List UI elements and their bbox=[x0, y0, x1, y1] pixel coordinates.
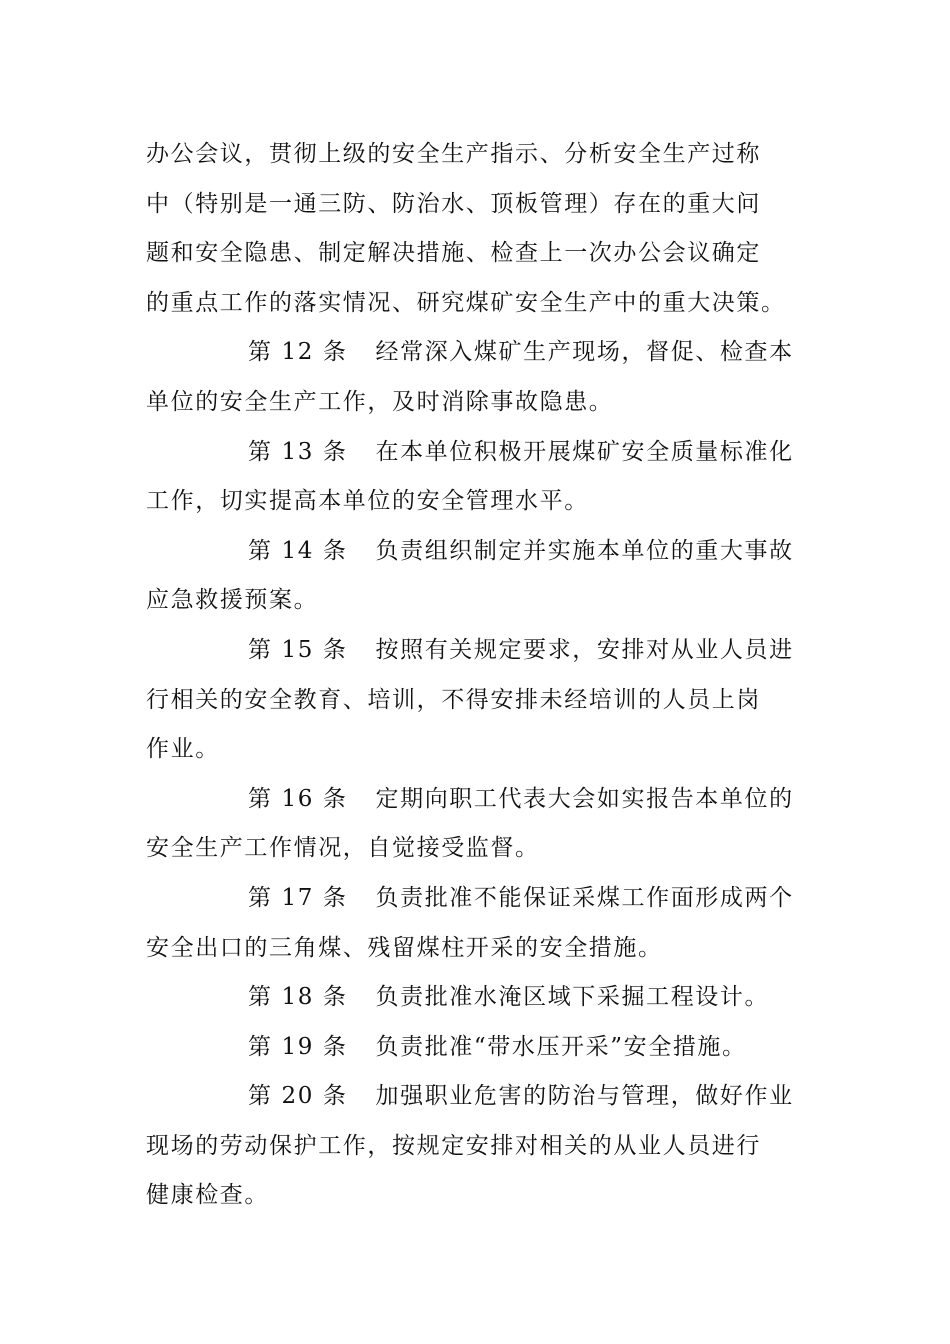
document-page bbox=[146, 130, 806, 1221]
text-line: 健康检查。 bbox=[146, 1182, 269, 1209]
article-18 bbox=[146, 973, 806, 1023]
article-text: 负责批准水淹区域下采掘工程设计。 bbox=[375, 984, 770, 1011]
article-12 bbox=[146, 328, 806, 427]
text-line: 现场的劳动保护工作，按规定安排对相关的从业人员进行 bbox=[146, 1132, 761, 1159]
text-line: 作业。 bbox=[146, 736, 220, 763]
article-20 bbox=[146, 1072, 806, 1221]
text-line: 办公会议，贯彻上级的安全生产指示、分析安全生产过称 bbox=[146, 141, 761, 167]
article-number: 第 19 条 bbox=[248, 1033, 348, 1060]
article-first-line bbox=[146, 1072, 806, 1122]
text-line: 中（特别是一通三防、防治水、顶板管理）存在的重大问 bbox=[146, 190, 761, 217]
article-number: 第 12 条 bbox=[248, 339, 348, 366]
article-text: 按照有关规定要求，安排对从业人员进 bbox=[375, 636, 794, 663]
text-line: 题和安全隐患、制定解决措施、检查上一次办公会议确定 bbox=[146, 240, 761, 267]
article-number: 第 20 条 bbox=[248, 1083, 348, 1110]
article-first-line bbox=[146, 1023, 806, 1073]
article-first-line bbox=[146, 775, 806, 825]
article-text: 负责批准不能保证采煤工作面形成两个 bbox=[375, 884, 794, 911]
article-text: 定期向职工代表大会如实报告本单位的 bbox=[375, 785, 794, 812]
text-line: 应急救援预案。 bbox=[146, 587, 319, 614]
article-17 bbox=[146, 874, 806, 973]
article-number: 第 14 条 bbox=[248, 537, 348, 564]
article-number: 第 18 条 bbox=[248, 984, 348, 1011]
article-16 bbox=[146, 775, 806, 874]
article-number: 第 15 条 bbox=[248, 636, 348, 663]
article-text: 负责批准“带水压开采”安全措施。 bbox=[375, 1033, 747, 1060]
article-15 bbox=[146, 626, 806, 775]
article-text: 经常深入煤矿生产现场，督促、检查本 bbox=[375, 339, 794, 366]
text-line: 行相关的安全教育、培训，不得安排未经培训的人员上岗 bbox=[146, 686, 761, 713]
article-first-line bbox=[146, 626, 806, 676]
article-number: 第 13 条 bbox=[248, 438, 348, 465]
text-line: 的重点工作的落实情况、研究煤矿安全生产中的重大决策。 bbox=[146, 289, 786, 316]
text-line: 单位的安全生产工作，及时消除事故隐患。 bbox=[146, 388, 614, 415]
article-14 bbox=[146, 527, 806, 626]
article-number: 第 17 条 bbox=[248, 884, 348, 911]
article-19 bbox=[146, 1023, 806, 1073]
text-line: 工作，切实提高本单位的安全管理水平。 bbox=[146, 488, 589, 515]
article-number: 第 16 条 bbox=[248, 785, 348, 812]
article-first-line bbox=[146, 874, 806, 924]
article-text: 负责组织制定并实施本单位的重大事故 bbox=[375, 537, 794, 564]
article-first-line bbox=[146, 328, 806, 378]
article-first-line bbox=[146, 527, 806, 577]
article-13 bbox=[146, 428, 806, 527]
continuation-paragraph bbox=[146, 130, 806, 328]
text-line: 安全生产工作情况，自觉接受监督。 bbox=[146, 835, 540, 862]
article-text: 加强职业危害的防治与管理，做好作业 bbox=[375, 1083, 794, 1110]
article-first-line bbox=[146, 428, 806, 478]
text-line: 安全出口的三角煤、残留煤柱开采的安全措施。 bbox=[146, 934, 663, 961]
article-text: 在本单位积极开展煤矿安全质量标准化 bbox=[375, 438, 794, 465]
article-first-line bbox=[146, 973, 806, 1023]
